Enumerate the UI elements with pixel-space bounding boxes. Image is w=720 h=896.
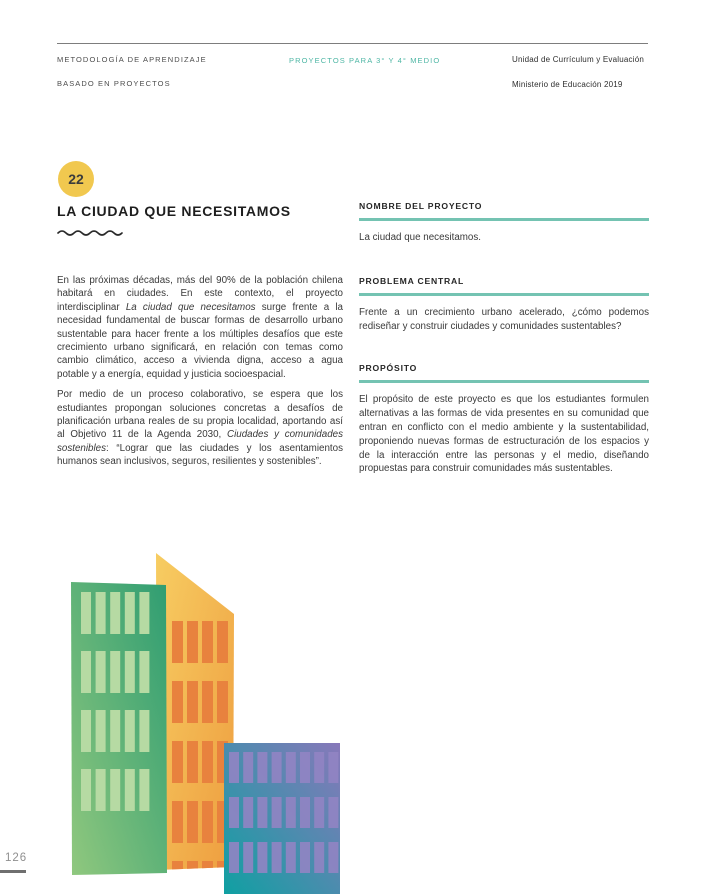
header-publisher	[512, 54, 657, 92]
header-section-title: PROYECTOS PARA 3° Y 4° MEDIO	[289, 56, 441, 65]
project-summary-column	[359, 201, 649, 498]
header-right-line2: Ministerio de Educación 2019	[512, 80, 623, 89]
page-title: LA CIUDAD QUE NECESITAMOS	[57, 203, 291, 219]
section-body: La ciudad que necesitamos.	[359, 232, 481, 243]
page-number: 126	[5, 852, 28, 864]
intro-paragraph-2: Por medio de un proceso colaborativo, se espera que los estudiantes propongan soluciones concretas a desafíos de planificación urbana reales de su propia localidad, aportando así al Objetivo 11 de la Agenda 2030, Ciudades y comunidades sostenibles: “Lograr que las ciudades y los asentamientos humanos sean inclusivos, seguros, resilientes y sostenibles”.	[57, 389, 343, 468]
project-number-badge: 22	[58, 161, 94, 197]
green-building	[71, 582, 167, 875]
section-heading: NOMBRE DEL PROYECTO	[359, 201, 483, 211]
section-rule	[359, 218, 649, 221]
section-rule	[359, 293, 649, 296]
yellow-building	[156, 553, 234, 896]
header-series-title	[57, 54, 267, 90]
section-proposito	[359, 363, 649, 476]
section-body: El propósito de este proyecto es que los estudiantes formulen alternativas a las formas de vida presentes en su comunidad que entran en conflicto con el medio ambiente y la sustentabilidad, proponiendo nuevas formas de estructuración de los espacios y de la interacción entre las personas y el medio, diseñando propuestas para construir comunidades más sustentables.	[359, 394, 649, 475]
section-rule	[359, 380, 649, 383]
header-left-line1: METODOLOGÍA DE APRENDIZAJE	[57, 55, 207, 64]
section-problema-central	[359, 276, 649, 334]
intro-paragraph-1: En las próximas décadas, más del 90% de la población chilena habitará en ciudades. En este contexto, el proyecto interdisciplinar La ciudad que necesitamos surge frente a la necesidad fundamental de buscar formas de desarrollo urbano sustentable para hacer frente a los múltiples desafíos que este crecimiento urbano significará, en relación con temas como cambio climático, acceso a vivienda digna, acceso a agua potable y a energía, equidad y justicia socioespacial.	[57, 275, 343, 380]
header-left-line2: BASADO EN PROYECTOS	[57, 79, 171, 88]
section-heading: PROPÓSITO	[359, 363, 418, 374]
section-nombre-del-proyecto	[359, 201, 649, 245]
section-body: Frente a un crecimiento urbano acelerado, ¿cómo podemos rediseñar y construir ciudades y comunidades sustentables?	[359, 306, 649, 332]
wavy-underline-icon	[57, 228, 127, 237]
purple-building	[224, 743, 340, 894]
header-right-line1: Unidad de Currículum y Evaluación	[512, 55, 644, 64]
header-divider	[57, 43, 648, 44]
section-heading: PROBLEMA CENTRAL	[359, 275, 465, 286]
intro-text	[57, 274, 343, 476]
page-number-rule	[0, 870, 26, 873]
city-buildings-illustration	[0, 528, 360, 896]
